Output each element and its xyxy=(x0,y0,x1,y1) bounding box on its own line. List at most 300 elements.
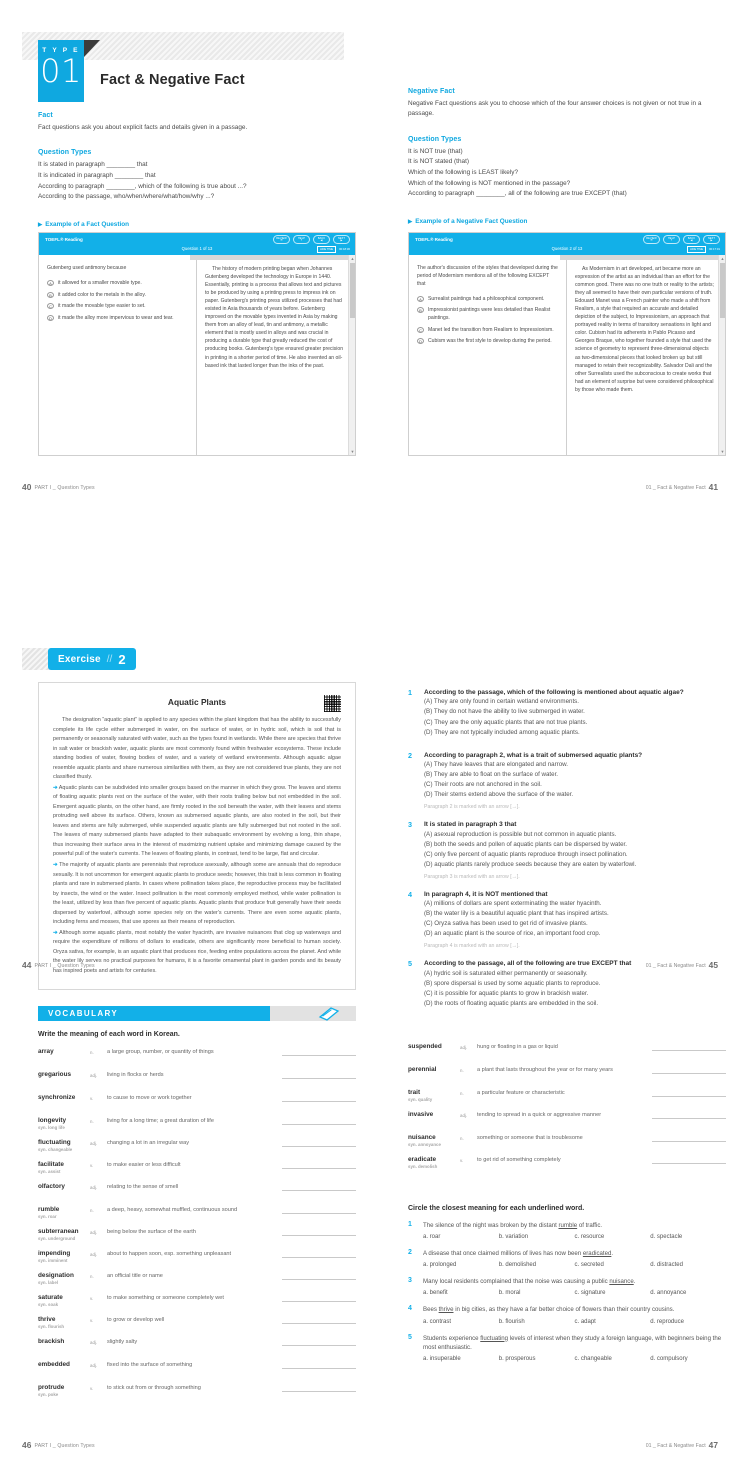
circle-question-header xyxy=(408,1277,726,1286)
vocabulary-synonym: syn. quality xyxy=(408,1097,433,1102)
page-number-left: 46 xyxy=(22,1440,32,1450)
circle-instruction: Circle the closest meaning for each underlined word. xyxy=(408,1205,585,1212)
circle-option[interactable]: d. distracted xyxy=(650,1262,683,1269)
vocabulary-definition: a plant that lasts throughout the year or for many years xyxy=(477,1066,613,1073)
type-badge-number: 01 xyxy=(40,52,82,90)
circle-option[interactable]: a. prolonged xyxy=(423,1262,457,1269)
vocabulary-row xyxy=(38,1294,356,1307)
part-of-speech: adj. xyxy=(460,1044,468,1050)
vocabulary-word: array xyxy=(38,1048,54,1055)
question-option[interactable]: (A) millions of dollars are spent exterminating the water hyacinth. xyxy=(424,900,602,908)
page-number-left: 44 xyxy=(22,960,32,970)
scroll-down-icon[interactable]: ▼ xyxy=(720,449,725,454)
toefl-app-title: TOEFL® Reading xyxy=(415,237,453,242)
answer-blank[interactable] xyxy=(282,1229,356,1236)
circle-option-row xyxy=(423,1234,726,1240)
vocabulary-row xyxy=(408,1156,726,1169)
timer-value: 00:18:30 xyxy=(339,247,350,251)
question-type-line: It is NOT stated (that) xyxy=(408,158,469,166)
question-option[interactable]: (C) only five percent of aquatic plants reproduce through insect pollination. xyxy=(424,850,628,858)
question-stem: In paragraph 4, it is NOT mentioned that xyxy=(424,890,548,898)
question-type-line: According to paragraph ________, all of the following are true EXCEPT (that) xyxy=(408,190,627,198)
paragraph-marker-note: Paragraph 4 is marked with an arrow [→]. xyxy=(424,943,520,950)
answer-option[interactable]: B it added color to the metals in the alloy. xyxy=(47,292,188,300)
question-type-line: According to the passage, who/when/where/what/how/why ...? xyxy=(38,193,215,201)
underlined-word: nuisance xyxy=(609,1278,634,1286)
vocabulary-synonym: syn. flourish xyxy=(38,1324,65,1329)
circle-option[interactable]: c. resource xyxy=(574,1234,605,1241)
paragraph-marker-note: Paragraph 2 is marked with an arrow [→]. xyxy=(424,804,520,811)
answer-blank[interactable] xyxy=(652,1044,726,1051)
vocabulary-row xyxy=(38,1117,356,1130)
passage-paragraph-1: The designation “aquatic plant” is applied to any species within the plant kingdom that has the ability to successfully complete its life cycle either submerged in water, on the surface of water, or in hydric soil, which is soil that is permanently or seasonally saturated with water, such as the types found in wetlands. While there are species that thrive in salt water or brackish water, aquatic plants are most commonly found within freshwater ecosystems. These include standing bodies of water, flowing bodies of water, and a variety of wetland environments. Although aquatic algae resemble aquatic plants and share numerous similarities with them, as they are not considered true plants, they are not classified thusly. xyxy=(53,717,341,781)
question-option[interactable]: (A) They have leaves that are elongated and narrow. xyxy=(424,761,569,769)
passage-text: The history of modern printing began when Johannes Gutenberg developed the technology in Europe in 1440. Essentially, printing is a process that allows text and pictures to be produced by using a printing press to impress ink on paper. Gutenberg's printing press utilized processes that had existed in Asia thousands of years before. Gutenberg improved on the movable types invented in Asia by making them from an alloy of lead, tin and antimony, a metallic element that is mostly used in alloys and was crucial in producing a durable type that greatly reduced the cost of producing books. Gutenberg's type ensured greater precision in printing in a shorter period of time. He also invented an oil-based ink that lasted longer than the inks of the past. xyxy=(205,266,344,369)
toefl-question-counter: Question 2 of 13 xyxy=(551,246,583,251)
circle-option[interactable]: d. reproduce xyxy=(650,1318,684,1325)
circle-option[interactable]: c. secreted xyxy=(574,1262,604,1269)
question-number: 3 xyxy=(408,820,412,830)
vocabulary-row xyxy=(38,1361,356,1369)
question-stem: The author's discussion of the styles that developed during the period of Modernism mentions all of the following EXCEPT that xyxy=(417,265,558,287)
option-letter-c: C xyxy=(417,327,424,333)
vocabulary-word: suspended xyxy=(408,1043,442,1050)
circle-question-number: 5 xyxy=(408,1333,412,1341)
circle-option[interactable]: a. benefit xyxy=(423,1290,448,1297)
part-of-speech: n. xyxy=(460,1135,464,1141)
answer-option[interactable]: A it allowed for a smaller movable type. xyxy=(47,280,188,288)
vocabulary-list-left xyxy=(38,1048,356,1397)
answer-blank[interactable] xyxy=(282,1118,356,1125)
vocabulary-title: VOCABULARY xyxy=(38,1006,270,1021)
vocabulary-word: thrive syn. flourish xyxy=(38,1316,90,1329)
circle-question-number: 3 xyxy=(408,1277,412,1285)
part-of-speech: v. xyxy=(90,1095,94,1101)
question-option[interactable]: (B) spore dispersal is used by some aquatic plants to reproduce. xyxy=(424,979,601,987)
exercise-slash-icon: // xyxy=(106,653,113,665)
vocabulary-definition: to make something or someone completely wet xyxy=(107,1294,224,1301)
page-number-right: 45 xyxy=(708,960,718,970)
question-option[interactable]: (D) an aquatic plant is the source of rice, an important food crop. xyxy=(424,930,601,938)
circle-question-number: 1 xyxy=(408,1221,412,1228)
circle-option[interactable]: a. roar xyxy=(423,1234,441,1241)
vocabulary-synonym: syn. demolish xyxy=(408,1164,438,1169)
vocabulary-synonym: syn. label xyxy=(38,1280,59,1285)
answer-blank[interactable] xyxy=(652,1090,726,1097)
hide-time-button[interactable]: HIDE TIME xyxy=(687,246,706,253)
part-of-speech: adj. xyxy=(90,1251,98,1257)
back-button[interactable]: BACK ◀ xyxy=(683,235,700,244)
next-button[interactable]: NEXT ▶ xyxy=(333,235,350,244)
part-of-speech: n. xyxy=(460,1090,464,1096)
vocabulary-definition: a large group, number, or quantity of things xyxy=(107,1048,214,1055)
answer-blank[interactable] xyxy=(282,1162,356,1169)
vocabulary-row xyxy=(38,1228,356,1241)
vocabulary-definition: living for a long time; a great duration of life xyxy=(107,1117,214,1124)
circle-question-sentence: Bees thrive in big cities, as they have a far better choice of flowers than their country cousins. xyxy=(423,1306,675,1314)
vocabulary-row xyxy=(38,1384,356,1397)
answer-blank[interactable] xyxy=(282,1095,356,1102)
circle-question-sentence: Many local residents complained that the noise was causing a public nuisance. xyxy=(423,1278,636,1286)
answer-option[interactable]: D Cubism was the first style to develop during the period. xyxy=(417,338,558,346)
circle-option[interactable]: b. variation xyxy=(498,1234,529,1241)
vocabulary-row xyxy=(408,1134,726,1147)
vocabulary-word: impending syn. imminent xyxy=(38,1250,90,1263)
footer-right: 01 _ Fact & Negative Fact 45 xyxy=(645,960,718,970)
vocabulary-synonym: syn. roar xyxy=(38,1214,57,1219)
triangle-right-icon: ▶ xyxy=(38,221,43,228)
footer-left: 46 PART I _ Question Types xyxy=(22,1440,95,1450)
vocabulary-row xyxy=(38,1250,356,1263)
vocabulary-synonym: syn. underground xyxy=(38,1236,76,1241)
answer-option[interactable]: C it made the movable type easier to set. xyxy=(47,303,188,311)
negative-fact-heading: Negative Fact xyxy=(408,88,455,95)
answer-blank[interactable] xyxy=(282,1184,356,1191)
question-stem: According to paragraph 2, what is a trait of submersed aquatic plants? xyxy=(424,751,643,759)
paragraph-marker-note: Paragraph 3 is marked with an arrow [→]. xyxy=(424,873,520,880)
vocabulary-row xyxy=(38,1071,356,1079)
circle-option[interactable]: b. demolished xyxy=(498,1262,537,1269)
question-types-heading-right: Question Types xyxy=(408,135,462,143)
arrow-marker-icon: ➔ xyxy=(53,784,58,791)
vocabulary-definition: being below the surface of the earth xyxy=(107,1228,196,1235)
vocabulary-word: synchronize xyxy=(38,1094,76,1101)
question-option[interactable]: (A) hydric soil is saturated either permanently or seasonally. xyxy=(424,969,588,977)
vocabulary-row xyxy=(38,1206,356,1219)
toefl-app-title: TOEFL® Reading xyxy=(45,237,83,242)
circle-question xyxy=(408,1221,726,1240)
vocabulary-word: subterranean syn. underground xyxy=(38,1228,90,1241)
footer-left: 44 PART I _ Question Types xyxy=(22,960,95,970)
answer-blank[interactable] xyxy=(282,1273,356,1280)
circle-option[interactable]: c. changeable xyxy=(574,1355,612,1362)
vocabulary-synonym: syn. assist xyxy=(38,1169,61,1174)
circle-question xyxy=(408,1277,726,1296)
circle-question xyxy=(408,1249,726,1268)
question-number: 4 xyxy=(408,889,412,899)
vocabulary-word: rumble syn. roar xyxy=(38,1206,90,1219)
question-option[interactable]: (D) They are not typically included among aquatic plants. xyxy=(424,728,580,736)
part-of-speech: v. xyxy=(90,1385,94,1391)
review-button[interactable]: REVIEW ☰ xyxy=(643,235,660,244)
option-letter-b: B xyxy=(417,307,424,313)
passage-paragraph-4: Although some aquatic plants, most notably the water hyacinth, are invasive nuisances that clog up waterways and require the expenditure of millions of dollars to eradicate, others are significantly more beneficial to human society. Oryza sativa, for example, is an aquatic plant that produces rice, feeding entire populations across the planet. And while the water lily serves no practical purposes for humans, it is a favorite ornamental plant in garden ponds and its beauty has inspired poets and artists for centuries. xyxy=(53,929,341,974)
vocabulary-row xyxy=(408,1043,726,1051)
question-option[interactable]: (B) the water lily is a beautiful aquatic plant that has inspired artists. xyxy=(424,910,609,918)
question-types-heading: Question Types xyxy=(38,149,92,157)
circle-question-number: 2 xyxy=(408,1249,412,1257)
vocabulary-word: invasive xyxy=(408,1111,434,1118)
question-option[interactable]: (B) They do not have the ability to live submerged in water. xyxy=(424,708,585,716)
example-label-right: ▶ Example of a Negative Fact Question xyxy=(408,217,528,225)
timer-value: 00:17:01 xyxy=(709,247,720,251)
example-label: ▶ Example of a Fact Question xyxy=(38,220,130,228)
question-stem: According to the passage, all of the following are true EXCEPT that xyxy=(424,960,632,968)
vocabulary-header-accent xyxy=(270,1006,356,1021)
vocabulary-row xyxy=(38,1272,356,1285)
question-option[interactable]: (C) Oryza sativa has been used to get rid of invasive plants. xyxy=(424,920,588,928)
answer-blank[interactable] xyxy=(652,1157,726,1164)
vocabulary-definition: relating to the sense of smell xyxy=(107,1183,179,1190)
triangle-right-icon: ▶ xyxy=(408,218,413,225)
vocabulary-row xyxy=(38,1139,356,1152)
answer-option[interactable]: D it made the alloy more impervious to wear and tear. xyxy=(47,315,188,323)
question-option[interactable]: (D) Their stems extend above the surface of the water. xyxy=(424,791,574,799)
circle-option[interactable]: b. moral xyxy=(498,1290,521,1297)
vocabulary-word: embedded xyxy=(38,1361,70,1368)
vocabulary-synonym: syn. poke xyxy=(38,1392,59,1397)
exercise-number: 2 xyxy=(118,651,126,667)
vocabulary-definition: living in flocks or herds xyxy=(107,1071,164,1078)
footer-right: 01 _ Fact & Negative Fact 41 xyxy=(645,482,718,492)
circle-option-row xyxy=(423,1356,726,1362)
vocabulary-header xyxy=(38,1006,356,1021)
vocabulary-word: olfactory xyxy=(38,1183,65,1190)
circle-question-number: 4 xyxy=(408,1305,412,1313)
passage-paragraph-2: Aquatic plants can be subdivided into smaller groups based on the manner in which they grow. The leaves and stems of floating aquatic plants rest on the surface of the water, with their roots trailing below but not embedded in the soil. Emergent aquatic plants, on the other hand, are firmly rooted in the soil beneath the water, with their leaves and stems protruding well above its surface. Others, known as submersed aquatic plants, are also rooted in the soil, but their leaves and stems are fully submerged, while suspended aquatic plants are fully submerged but not rooted in the soil. The leaves of many submersed plants have adapted to their subaquatic environment by evolving a long, thin shape, thus increasing their surface area in the interest of maximizing nutrient uptake and minimizing damage caused by the powerful pull of the water's currents. The leaves of floating plants, in contrast, tend to be large, flat and circular. xyxy=(53,784,341,858)
book-icon xyxy=(318,1007,340,1021)
part-of-speech: adj. xyxy=(90,1362,98,1368)
vocabulary-word: designation syn. label xyxy=(38,1272,90,1285)
circle-option[interactable]: b. flourish xyxy=(498,1318,525,1325)
circle-option-row xyxy=(423,1319,726,1325)
answer-option[interactable]: A Surrealist paintings had a philosophical component. xyxy=(417,296,558,304)
vocabulary-definition: tending to spread in a quick or aggressive manner xyxy=(477,1111,602,1118)
vocabulary-definition: something or someone that is troublesome xyxy=(477,1134,583,1141)
vocabulary-list-right xyxy=(408,1043,726,1169)
part-of-speech: n. xyxy=(90,1273,94,1279)
vocabulary-row xyxy=(408,1066,726,1074)
circle-option[interactable]: a. contrast xyxy=(423,1318,452,1325)
question-stem: It is stated in paragraph 3 that xyxy=(424,821,517,829)
part-of-speech: adj. xyxy=(90,1229,98,1235)
page-title: Fact & Negative Fact xyxy=(100,72,245,88)
vocabulary-word: perennial xyxy=(408,1066,437,1073)
help-button[interactable]: HELP ? xyxy=(293,235,310,244)
answer-blank[interactable] xyxy=(282,1207,356,1214)
vocabulary-synonym: syn. soak xyxy=(38,1302,59,1307)
circle-option[interactable]: d. spectacle xyxy=(650,1234,683,1241)
page-number-left: 40 xyxy=(22,482,32,492)
review-button[interactable]: REVIEW ☰ xyxy=(273,235,290,244)
answer-blank[interactable] xyxy=(652,1135,726,1142)
vocabulary-synonym: syn. long life xyxy=(38,1125,65,1130)
vocabulary-synonym: syn. changeable xyxy=(38,1147,73,1152)
question-option[interactable]: (B) both the seeds and pollen of aquatic plants can be dispersed by water. xyxy=(424,840,627,848)
toefl-question-counter: Question 1 of 13 xyxy=(181,246,213,251)
scroll-up-icon[interactable]: ▲ xyxy=(350,256,355,261)
footer-left: 40 PART I _ Question Types xyxy=(22,482,95,492)
circle-question xyxy=(408,1305,726,1324)
vocabulary-synonym: syn. annoyance xyxy=(408,1142,441,1147)
underlined-word: eradicated xyxy=(582,1250,612,1258)
vocabulary-row xyxy=(38,1183,356,1191)
circle-option[interactable]: d. annoyance xyxy=(650,1290,687,1297)
option-letter-b: B xyxy=(47,292,54,298)
question-number: 2 xyxy=(408,750,412,760)
option-letter-a: A xyxy=(47,280,54,286)
circle-option-row xyxy=(423,1262,726,1268)
question-number: 5 xyxy=(408,959,412,969)
option-letter-c: C xyxy=(47,303,54,309)
vocabulary-word: facilitate syn. assist xyxy=(38,1161,90,1174)
part-of-speech: n. xyxy=(90,1207,94,1213)
question-option[interactable]: (A) asexual reproduction is possible but not common in aquatic plants. xyxy=(424,830,617,838)
page-number-right: 47 xyxy=(708,1440,718,1450)
vocabulary-word: nuisance syn. annoyance xyxy=(408,1134,460,1147)
type-badge-word: T Y P E xyxy=(42,47,80,54)
part-of-speech: adj. xyxy=(90,1184,98,1190)
answer-blank[interactable] xyxy=(282,1140,356,1147)
answer-blank[interactable] xyxy=(282,1339,356,1346)
part-of-speech: n. xyxy=(90,1118,94,1124)
footer-right: 01 _ Fact & Negative Fact 47 xyxy=(645,1440,718,1450)
part-of-speech: v. xyxy=(460,1157,464,1163)
passage-title: Aquatic Plants xyxy=(167,697,227,707)
circle-question xyxy=(408,1334,726,1362)
circle-question-sentence: The silence of the night was broken by the distant rumble of traffic. xyxy=(423,1222,603,1229)
question-option[interactable]: (C) it is possible for aquatic plants to grow in brackish water. xyxy=(424,989,589,997)
question-type-line: Which of the following is NOT mentioned in the passage? xyxy=(408,179,571,187)
vocabulary-definition: about to happen soon, esp. something unpleasant xyxy=(107,1250,232,1257)
part-of-speech: v. xyxy=(90,1295,94,1301)
vocabulary-row xyxy=(38,1048,356,1056)
question-stem: According to the passage, which of the following is mentioned about aquatic algae? xyxy=(424,689,684,696)
vocabulary-row xyxy=(38,1316,356,1329)
part-of-speech: adj. xyxy=(90,1072,98,1078)
circle-question-sentence: Students experience fluctuating levels of interest when they study a foreign language, with beginners being the most enthusiastic. xyxy=(423,1334,722,1351)
part-of-speech: n. xyxy=(460,1067,464,1073)
vocabulary-word: longevity syn. long life xyxy=(38,1117,90,1130)
part-of-speech: adj. xyxy=(90,1140,98,1146)
answer-blank[interactable] xyxy=(652,1112,726,1119)
vocabulary-definition: changing a lot in an irregular way xyxy=(107,1139,190,1146)
answer-blank[interactable] xyxy=(282,1072,356,1079)
question-type-line: According to paragraph ________, which of the following is true about ...? xyxy=(38,182,247,190)
question-type-line: It is NOT true (that) xyxy=(408,147,463,155)
vocabulary-definition: a deep, heavy, somewhat muffled, continuous sound xyxy=(107,1206,238,1213)
scroll-down-icon[interactable]: ▼ xyxy=(350,449,355,454)
vocabulary-definition: to grow or develop well xyxy=(107,1316,165,1323)
vocabulary-definition: to get rid of something completely xyxy=(477,1156,561,1163)
vocabulary-word: fluctuating syn. changeable xyxy=(38,1139,90,1152)
vocabulary-row xyxy=(38,1161,356,1174)
answer-option[interactable]: B Impressionist paintings were less detailed than Realist paintings. xyxy=(417,307,558,322)
vocabulary-definition: hung or floating in a gas or liquid xyxy=(477,1043,558,1050)
vocabulary-word: protrude syn. poke xyxy=(38,1384,90,1397)
vocabulary-instruction: Write the meaning of each word in Korean. xyxy=(38,1031,180,1038)
vocabulary-right-column xyxy=(408,1043,726,1362)
vocabulary-word: saturate syn. soak xyxy=(38,1294,90,1307)
arrow-marker-icon: ➔ xyxy=(53,861,58,868)
question-number: 1 xyxy=(408,688,412,697)
vocabulary-row xyxy=(38,1338,356,1346)
vocabulary-left-column xyxy=(38,1006,356,1406)
circle-option[interactable]: c. signature xyxy=(574,1290,606,1297)
vocabulary-word: brackish xyxy=(38,1338,65,1345)
passage-paragraph-3: The majority of aquatic plants are perennials that reproduce asexually, although some are annuals that do reproduce sexually. It is not uncommon for emergent aquatic plants to produce seeds; however, this trait is less common in floating plants and rare in submersed plants. In cases where pollination takes place, the reproductive process may be facilitated by insects, the wind or the water. Insect pollination is the most commonly employed method, while water pollination is the least, utilized by less than five percent of aquatic plants. Aquatic plants that produce fruit generally have their seeds dispersed by waterfowl, although some species rely on the water's currents. There are even some aquatic plants, including ferns and mosses, that use spores as their means of reproduction. xyxy=(53,861,341,926)
arrow-marker-icon: ➔ xyxy=(53,929,58,936)
help-button[interactable]: HELP ? xyxy=(663,235,680,244)
answer-option[interactable]: C Manet led the transition from Realism to Impressionism. xyxy=(417,327,558,335)
circle-question-header xyxy=(408,1334,726,1352)
answer-blank[interactable] xyxy=(282,1317,356,1324)
question-option[interactable]: (B) They are able to float on the surface of water. xyxy=(424,771,559,779)
passage-text: As Modernism in art developed, art became more an expression of the artist as an individual than an effort for the common good. There was no one truth or reality to the artists; they all seemed to have their own particular versions of truth. Edouard Manet was a French painter who made a shift from Realism, a style that required an accurate and detailed depiction of the subject, to Impressionism, an approach that portrayed reality in terms of transitory sensations in light and color. Cubism had its adherents in Pablo Picasso and Georges Braque, who together founded a style that used the science of geometry to represent three-dimensional objects as two-dimensional pieces that looked broken up but still managed to retain their recognizability. Salvador Dali and the other Surrealists used the subconscious to create works that had an element of surprise but were considered philosophical by those who made them. xyxy=(575,266,714,393)
option-letter-d: D xyxy=(417,338,424,344)
underlined-word: rumble xyxy=(558,1222,578,1229)
answer-blank[interactable] xyxy=(282,1362,356,1369)
next-button[interactable]: NEXT ▶ xyxy=(703,235,720,244)
scroll-up-icon[interactable]: ▲ xyxy=(720,256,725,261)
question-option[interactable]: (D) aquatic plants rarely produce seeds because they are eaten by waterfowl. xyxy=(424,860,637,868)
question-stem: Gutenberg used antimony because xyxy=(47,265,127,271)
circle-question-list xyxy=(408,1221,726,1362)
part-of-speech: v. xyxy=(90,1162,94,1168)
exercise-label: Exercise xyxy=(58,653,101,665)
question-option[interactable]: (A) They are only found in certain wetland environments. xyxy=(424,698,579,706)
fact-body: Fact questions ask you about explicit facts and details given in a passage. xyxy=(38,124,248,131)
vocabulary-definition: a particular feature or characteristic xyxy=(477,1089,565,1096)
circle-question-header xyxy=(408,1305,726,1314)
page-footer xyxy=(0,1440,740,1454)
part-of-speech: adj. xyxy=(90,1339,98,1345)
vocabulary-row xyxy=(38,1094,356,1102)
answer-blank[interactable] xyxy=(282,1049,356,1056)
answer-blank[interactable] xyxy=(282,1385,356,1392)
circle-option[interactable]: c. adapt xyxy=(574,1318,596,1325)
vocabulary-definition: to stick out from or through something xyxy=(107,1384,201,1391)
vocabulary-definition: to cause to move or work together xyxy=(107,1094,192,1101)
circle-question-header xyxy=(408,1221,726,1230)
back-button[interactable]: BACK ◀ xyxy=(313,235,330,244)
part-of-speech: adj. xyxy=(460,1112,468,1118)
option-letter-d: D xyxy=(47,315,54,321)
vocabulary-definition: fixed into the surface of something xyxy=(107,1361,193,1368)
circle-option[interactable]: d. compulsory xyxy=(650,1355,688,1362)
circle-option-row xyxy=(423,1290,726,1296)
question-option[interactable]: (C) They are the only aquatic plants that are not true plants. xyxy=(424,718,588,726)
question-option[interactable]: (D) the roots of floating aquatic plants are embedded in the soil. xyxy=(424,1000,599,1007)
part-of-speech: v. xyxy=(90,1317,94,1323)
question-type-line: Which of the following is LEAST likely? xyxy=(408,169,518,176)
part-of-speech: n. xyxy=(90,1049,94,1055)
circle-question-header xyxy=(408,1249,726,1258)
negative-fact-body: Negative Fact questions ask you to choose which of the four answer choices is not given or not true in a passage. xyxy=(408,100,702,118)
answer-blank[interactable] xyxy=(282,1295,356,1302)
answer-blank[interactable] xyxy=(652,1067,726,1074)
question-type-line: It is indicated in paragraph ________ that xyxy=(38,172,156,179)
question-type-line: It is stated in paragraph ________ that xyxy=(38,161,148,169)
question-option[interactable]: (C) Their roots are not anchored in the soil. xyxy=(424,781,542,789)
option-letter-a: A xyxy=(417,296,424,302)
circle-option[interactable]: b. prosperous xyxy=(498,1355,536,1362)
circle-question-sentence: A disease that once claimed millions of lives has now been eradicated. xyxy=(423,1250,614,1258)
vocabulary-synonym: syn. imminent xyxy=(38,1258,68,1263)
underlined-word: fluctuating xyxy=(480,1334,509,1342)
page-number-right: 41 xyxy=(708,482,718,492)
fact-heading: Fact xyxy=(38,112,53,119)
vocabulary-word: eradicate syn. demolish xyxy=(408,1156,460,1169)
underlined-word: thrive xyxy=(438,1306,454,1314)
circle-option[interactable]: a. insuperable xyxy=(423,1355,461,1362)
vocabulary-definition: to make easier or less difficult xyxy=(107,1161,181,1168)
answer-blank[interactable] xyxy=(282,1251,356,1258)
vocabulary-word: gregarious xyxy=(38,1071,72,1078)
vocabulary-definition: slightly salty xyxy=(107,1338,138,1345)
vocabulary-row xyxy=(408,1111,726,1119)
hide-time-button[interactable]: HIDE TIME xyxy=(317,246,336,253)
